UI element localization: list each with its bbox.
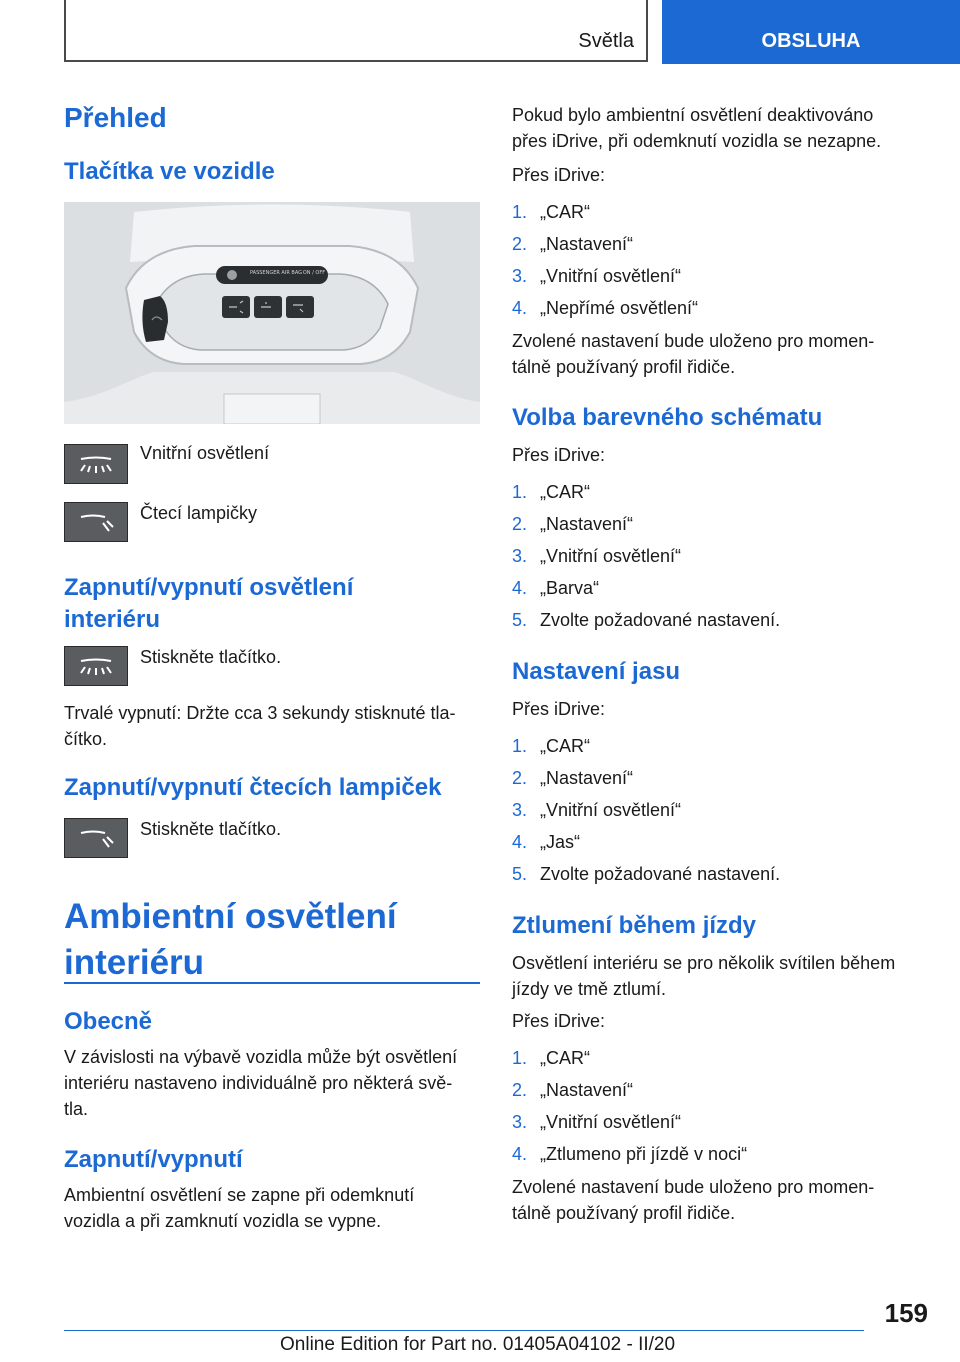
interior-light-icon [64, 646, 128, 686]
text-zvolene-2 [512, 1174, 874, 1226]
list-text: „Nepřímé osvětlení“ [540, 298, 699, 318]
text-pres-3: Přes iDrive: [512, 699, 606, 719]
text-zapvyp-line1: Ambientní osvětlení se zapne při odemknutí [64, 1185, 415, 1205]
list-text: „Jas“ [540, 832, 580, 852]
text-p1-line1: Pokud bylo ambientní osvětlení deaktivováno [512, 105, 874, 125]
list-text: Zvolte požadované nastavení. [540, 610, 781, 630]
heading-ambient-line2: interiéru [64, 943, 205, 982]
text-stisknete-2: Stiskněte tlačítko. [140, 819, 282, 839]
text-trvale-line2: čítko. [64, 729, 108, 749]
list-number: 4. [512, 1144, 528, 1164]
header-tab-label: OBSLUHA [761, 30, 861, 52]
heading-barva: Volba barevného schématu [512, 404, 823, 431]
list-item [512, 232, 633, 256]
list-number: 2. [512, 1080, 528, 1100]
list-number: 3. [512, 266, 528, 286]
list-item [512, 1110, 681, 1134]
list-text: „CAR“ [540, 1048, 590, 1068]
list-item [512, 200, 590, 224]
list-number: 5. [512, 864, 528, 884]
heading-jas: Nastavení jasu [512, 658, 681, 685]
heading-tlacitka: Tlačítka ve vozidle [64, 158, 275, 185]
heading-zapvyp: Zapnutí/vypnutí [64, 1146, 243, 1173]
text-ztlumeni-line2: jízdy ve tmě ztlumí. [512, 979, 667, 999]
list-item [512, 766, 633, 790]
list-text: „Nastavení“ [540, 234, 634, 254]
text-ztlumeni [512, 950, 895, 1002]
text-zvolene-2-line1: Zvolené nastavení bude uloženo pro momen‐ [512, 1177, 875, 1197]
heading-zap-interier [64, 572, 353, 636]
text-pres-4: Přes iDrive: [512, 1011, 606, 1031]
list-text: „Vnitřní osvětlení“ [540, 266, 682, 286]
list-item [512, 1078, 633, 1102]
list-text: „Vnitřní osvětlení“ [540, 546, 682, 566]
list-item [512, 576, 599, 600]
text-zvolene-1 [512, 328, 874, 380]
list-number: 1. [512, 736, 528, 756]
list-text: „Nastavení“ [540, 768, 634, 788]
list-number: 3. [512, 546, 528, 566]
text-zvolene-1-line2: tálně používaný profil řidiče. [512, 357, 736, 377]
list-number: 1. [512, 482, 528, 502]
heading-zap-lampicek: Zapnutí/vypnutí čtecích lampiček [64, 774, 442, 801]
list-number: 2. [512, 234, 528, 254]
heading-ztlumeni: Ztlumení během jízdy [512, 912, 757, 939]
list-item [512, 480, 590, 504]
list-number: 3. [512, 800, 528, 820]
list-text: „Barva“ [540, 578, 600, 598]
heading-ambient-line1: Ambientní osvětlení [64, 897, 397, 936]
text-obecne-line2: interiéru nastaveno individuálně pro některá svě‐ [64, 1073, 453, 1093]
text-pres-1: Přes iDrive: [512, 165, 606, 185]
text-pres-2: Přes iDrive: [512, 445, 606, 465]
text-zvolene-2-line2: tálně používaný profil řidiče. [512, 1203, 736, 1223]
list-text: „Vnitřní osvětlení“ [540, 1112, 682, 1132]
reading-lamp-icon [64, 502, 128, 542]
list-number: 3. [512, 1112, 528, 1132]
list-text: „CAR“ [540, 736, 590, 756]
list-number: 2. [512, 768, 528, 788]
text-zapvyp-line2: vozidla a při zamknutí vozidla se vypne. [64, 1211, 382, 1231]
list-item [512, 544, 681, 568]
list-item [512, 734, 590, 758]
text-ztlumeni-line1: Osvětlení interiéru se pro několik svítilen během [512, 953, 896, 973]
header-section-box [64, 0, 648, 62]
list-number: 1. [512, 202, 528, 222]
text-obecne-line3: tla. [64, 1099, 89, 1119]
list-text: „CAR“ [540, 202, 590, 222]
list-text: „Ztlumeno při jízdě v noci“ [540, 1144, 748, 1164]
header-section-title: Světla [578, 30, 634, 52]
text-p1 [512, 102, 881, 154]
list-item [512, 512, 633, 536]
list-number: 4. [512, 832, 528, 852]
label-cteci: Čtecí lampičky [140, 503, 258, 523]
text-obecne-line1: V závislosti na výbavě vozidla může být osvětlení [64, 1047, 458, 1067]
interior-light-icon [64, 444, 128, 484]
heading-obecne: Obecně [64, 1008, 153, 1035]
list-number: 4. [512, 298, 528, 318]
list-number: 5. [512, 610, 528, 630]
list-item [512, 1142, 747, 1166]
list-number: 2. [512, 514, 528, 534]
list-text: „Nastavení“ [540, 1080, 634, 1100]
heading-prehled: Přehled [64, 102, 167, 133]
text-trvale [64, 700, 456, 752]
heading-zap-interier-line2: interiéru [64, 606, 161, 633]
list-item [512, 296, 698, 320]
label-vnitrni: Vnitřní osvětlení [140, 443, 270, 463]
page-number: 159 [884, 1298, 928, 1328]
list-text: „CAR“ [540, 482, 590, 502]
footer-edition: Online Edition for Part no. 01405A04102 - II/20 [280, 1334, 676, 1355]
airbag-label: PASSENGER AIR BAG [249, 270, 303, 276]
text-obecne [64, 1044, 457, 1122]
text-trvale-line1: Trvalé vypnutí: Držte cca 3 sekundy stisknuté tla‐ [64, 703, 456, 723]
list-number: 1. [512, 1048, 528, 1068]
list-number: 4. [512, 578, 528, 598]
airbag-onoff-label: ON / OFF [302, 270, 326, 276]
section-rule [64, 982, 480, 984]
list-item [512, 264, 681, 288]
text-zvolene-1-line1: Zvolené nastavení bude uloženo pro momen‐ [512, 331, 875, 351]
text-stisknete-1: Stiskněte tlačítko. [140, 647, 282, 667]
text-zapvyp [64, 1182, 414, 1234]
list-text: Zvolte požadované nastavení. [540, 864, 781, 884]
list-item [512, 830, 580, 854]
list-item [512, 862, 780, 886]
text-p1-line2: přes iDrive, při odemknutí vozidla se nezapne. [512, 131, 882, 151]
footer-rule [64, 1330, 864, 1331]
list-item [512, 608, 780, 632]
list-text: „Vnitřní osvětlení“ [540, 800, 682, 820]
list-item [512, 1046, 590, 1070]
heading-zap-interier-line1: Zapnutí/vypnutí osvětlení [64, 574, 354, 601]
list-text: „Nastavení“ [540, 514, 634, 534]
list-item [512, 798, 681, 822]
reading-lamp-icon [64, 818, 128, 858]
heading-ambient [64, 894, 397, 986]
header-tab [662, 0, 960, 64]
overhead-console-image [64, 202, 480, 424]
